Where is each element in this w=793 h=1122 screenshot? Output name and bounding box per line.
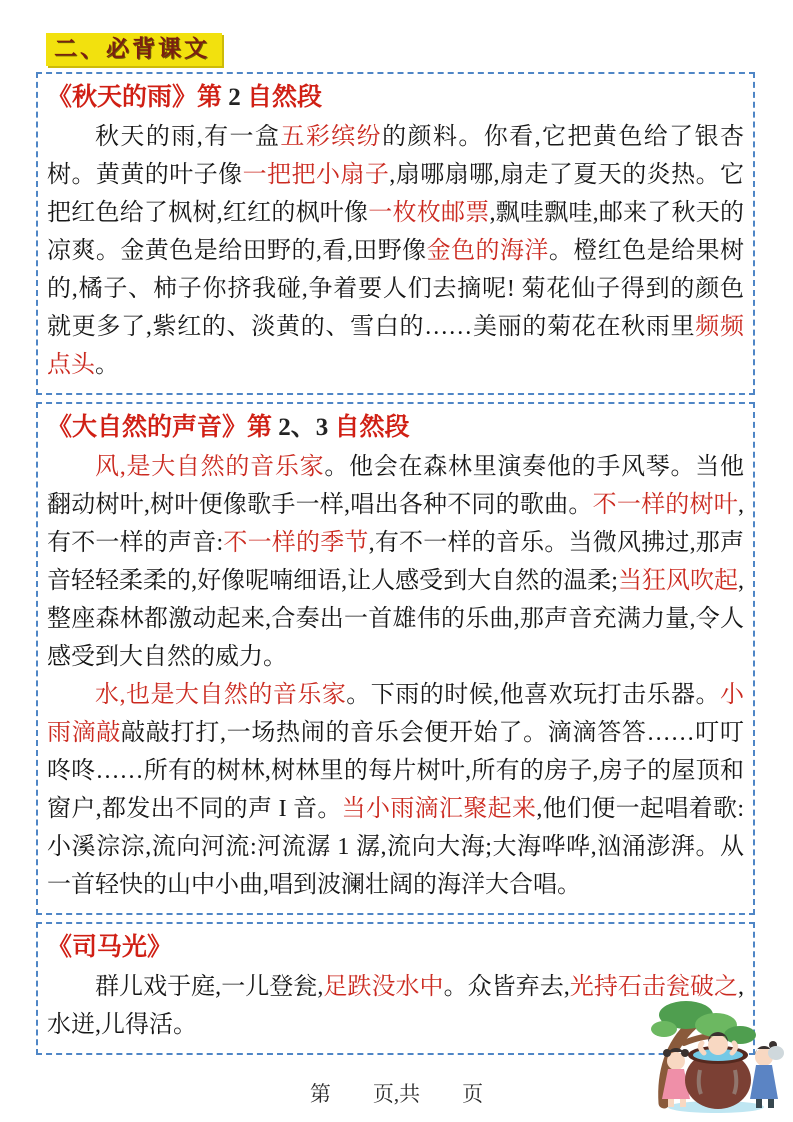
sections bbox=[36, 72, 755, 1062]
sima-guang-illustration bbox=[638, 995, 790, 1120]
text-segment: ,水迸,儿得活。 bbox=[47, 974, 745, 1038]
text-segment: 《司马光》 bbox=[47, 934, 173, 961]
text-segment: 敲敲打打,一场热闹的音乐会便开始了。滴滴答答……叮叮咚咚……所有的树林,树林里的每片树叶,所有的房子,房子的屋顶和窗户,都发出不同的声 I 音。 bbox=[47, 720, 745, 822]
text-segment: ,有不一样的声音: bbox=[47, 492, 745, 556]
text-segment: 。 bbox=[95, 352, 119, 378]
text-segment: 小雨滴敲 bbox=[47, 682, 744, 746]
text-segment: ,整座森林都激动起来,合奏出一首雄伟的乐曲,那声音充满力量,令人感受到大自然的威力。 bbox=[47, 568, 745, 670]
page-footer: 第 页,共 页 bbox=[309, 1082, 484, 1106]
section-body bbox=[47, 448, 744, 904]
text-segment: 频频点头 bbox=[47, 314, 745, 378]
text-segment: 不一样的树叶 bbox=[592, 492, 739, 518]
section-heading bbox=[47, 411, 744, 445]
text-segment: 当小雨滴汇聚起来 bbox=[341, 796, 537, 822]
text-segment: 自然段 bbox=[334, 414, 410, 441]
water-vat-icon bbox=[685, 1046, 751, 1109]
text-segment: 的颜料。你看,它把黄色给了银杏树。黄黄的叶子像 bbox=[47, 124, 745, 188]
text-box bbox=[36, 72, 755, 395]
text-segment: 群儿戏于庭,一儿登瓮, bbox=[95, 974, 324, 1000]
text-segment: ,飘哇飘哇,邮来了秋天的凉爽。金黄色是给田野的,看,田野像 bbox=[47, 200, 745, 264]
text-segment: 。下雨的时候,他喜欢玩打击乐器。 bbox=[346, 682, 720, 708]
text-segment: 自然段 bbox=[247, 84, 323, 111]
boy-with-stone-figure bbox=[750, 1041, 784, 1108]
text-segment: 第 bbox=[247, 414, 279, 441]
text-segment: 一枚枚邮票 bbox=[368, 200, 490, 226]
text-segment: 2、3 bbox=[278, 414, 335, 441]
text-segment: 风,是大自然的音乐家 bbox=[95, 454, 325, 480]
text-segment: 足跌没水中 bbox=[323, 974, 444, 1000]
text-segment: 五彩缤纷 bbox=[280, 124, 383, 150]
section-body bbox=[47, 118, 744, 384]
text-segment: ,他们便一起唱着歌:小溪淙淙,流向河流:河流潺 1 潺,流向大海;大海哗哗,汹涌澎湃。从一首轻快的山中小曲,唱到波澜壮阔的海洋大合唱。 bbox=[47, 796, 744, 898]
text-box bbox=[36, 402, 755, 915]
text-segment: 不一样的季节 bbox=[223, 530, 369, 556]
text-segment: 。他会在森林里演奏他的手风琴。当他翻动树叶,树叶便像歌手一样,唱出各种不同的歌曲。 bbox=[47, 454, 745, 518]
text-segment: 2 bbox=[228, 84, 248, 111]
section-heading bbox=[47, 931, 744, 965]
paragraph bbox=[47, 118, 744, 384]
text-segment: ,有不一样的音乐。当微风拂过,那声音轻轻柔柔的,好像呢喃细语,让人感受到大自然的温柔; bbox=[47, 530, 745, 594]
text-segment: ,扇哪扇哪,扇走了夏天的炎热。它把红色给了枫树,红红的枫叶像 bbox=[47, 162, 745, 226]
paragraph bbox=[47, 676, 744, 904]
text-segment: 《秋天的雨》 bbox=[47, 84, 198, 111]
text-segment: 。橙红色是给果树的,橘子、柿子你挤我碰,争着要人们去摘呢! 菊花仙子得到的颜色就更多了,紫红的、淡黄的、雪白的……美丽的菊花在秋雨里 bbox=[47, 238, 745, 340]
text-segment: 《大自然的声音》 bbox=[47, 414, 248, 441]
text-segment: 金色的海洋 bbox=[426, 238, 549, 264]
text-segment: 当狂风吹起 bbox=[617, 568, 739, 594]
text-segment: 。众皆弃去, bbox=[443, 974, 570, 1000]
text-segment: 一把把小扇子 bbox=[242, 162, 390, 188]
text-segment: 第 bbox=[197, 84, 229, 111]
paragraph bbox=[47, 448, 744, 676]
section-heading bbox=[47, 81, 744, 115]
text-segment: 水,也是大自然的音乐家 bbox=[95, 682, 347, 708]
text-segment: 秋天的雨,有一盒 bbox=[95, 124, 281, 150]
page-section-label: 二、必背课文 bbox=[46, 33, 222, 66]
text-segment: 光持石击瓮破之 bbox=[569, 974, 739, 1000]
